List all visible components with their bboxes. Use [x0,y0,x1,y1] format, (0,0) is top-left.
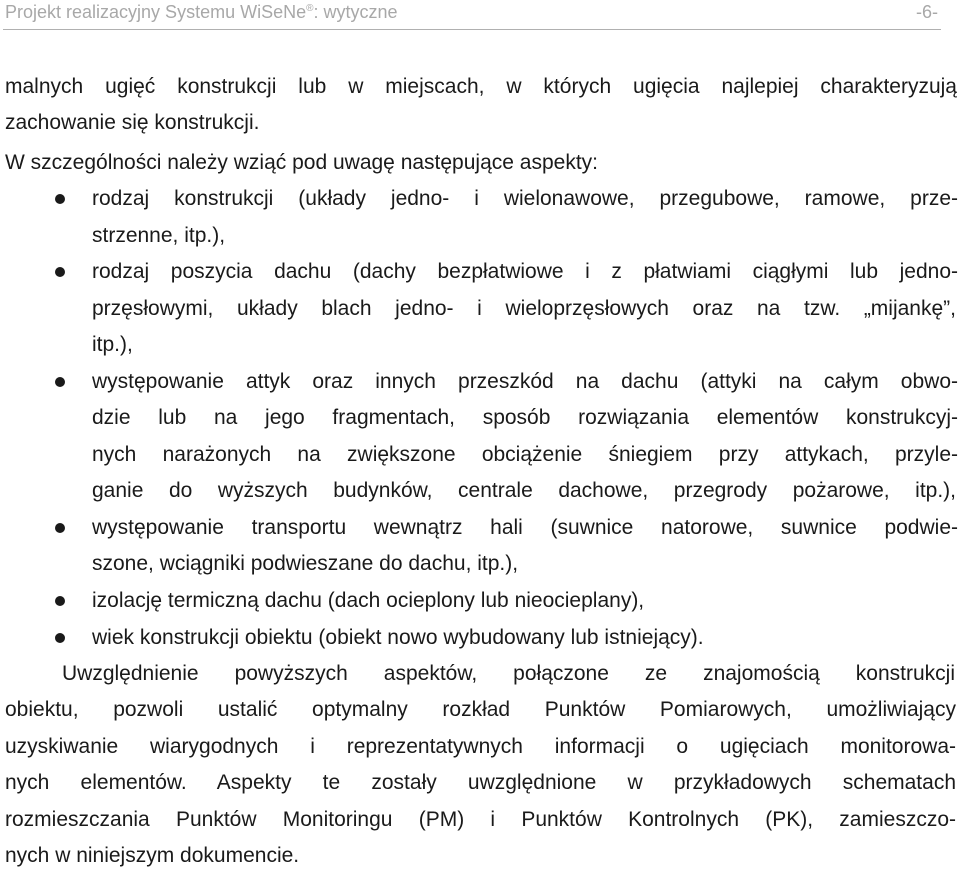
list-item-line: przęsłowymi, układy blach jedno- i wieloprzęsłowych oraz na tzw. „mijankę”, [92,297,956,320]
closing-line: nych elementów. Aspekty te zostały uwzględnione w przykładowych schematach [5,771,956,794]
bullet-icon [55,267,65,277]
closing-line: nych w niniejszym dokumencie. [5,844,300,867]
page-header [3,2,938,26]
list-item-line: szone, wciągniki podwieszane do dachu, itp.), [92,552,519,575]
bullet-icon [55,523,65,533]
list-item-line: rodzaj konstrukcji (układy jedno- i wielonawowe, przegubowe, ramowe, prze- [92,187,958,210]
closing-line: rozmieszczania Punktów Monitoringu (PM) i Punktów Kontrolnych (PK), zamieszczo- [5,808,956,831]
list-item-line: występowanie transportu wewnątrz hali (suwnice natorowe, suwnice podwie- [92,516,958,539]
intro-line: zachowanie się konstrukcji. [5,111,260,134]
registered-mark: ® [306,3,314,14]
bullet-icon [55,194,65,204]
list-item-line: itp.), [92,333,133,356]
list-item-line: strzenne, itp.), [92,224,226,247]
page-number: -6- [916,2,938,22]
header-divider [3,29,941,30]
list-item-line: wiek konstrukcji obiektu (obiekt nowo wybudowany lub istniejący). [92,626,704,649]
list-item-line: nych narażonych na zwiększone obciążenie śniegiem przy attykach, przyle- [92,443,958,466]
intro-line: W szczególności należy wziąć pod uwagę następujące aspekty: [5,151,598,174]
list-item-line: izolację termiczną dachu (dach ocieplony lub nieocieplany), [92,589,645,612]
intro-line: malnych ugięć konstrukcji lub w miejscach, w których ugięcia najlepiej charakteryzują [5,75,957,98]
list-item-line: występowanie attyk oraz innych przeszkód na dachu (attyki na całym obwo- [92,370,958,393]
document-title: Projekt realizacyjny Systemu WiSeNe®: wytyczne [5,2,398,22]
closing-line: uzyskiwanie wiarygodnych i reprezentatywnych informacji o ugięciach monitorowa- [5,735,956,758]
bullet-icon [55,633,65,643]
bullet-icon [55,377,65,387]
list-item-line: rodzaj poszycia dachu (dachy bezpłatwiowe i z płatwiami ciągłymi lub jedno- [92,260,958,283]
bullet-icon [55,596,65,606]
closing-line: Uwzględnienie powyższych aspektów, połączone ze znajomością konstrukcji [62,662,955,685]
list-item-line: ganie do wyższych budynków, centrale dachowe, przegrody pożarowe, itp.), [92,479,956,502]
list-item-line: dzie lub na jego fragmentach, sposób rozwiązania elementów konstrukcyj- [92,406,958,429]
closing-line: obiektu, pozwoli ustalić optymalny rozkład Punktów Pomiarowych, umożliwiający [5,698,956,721]
